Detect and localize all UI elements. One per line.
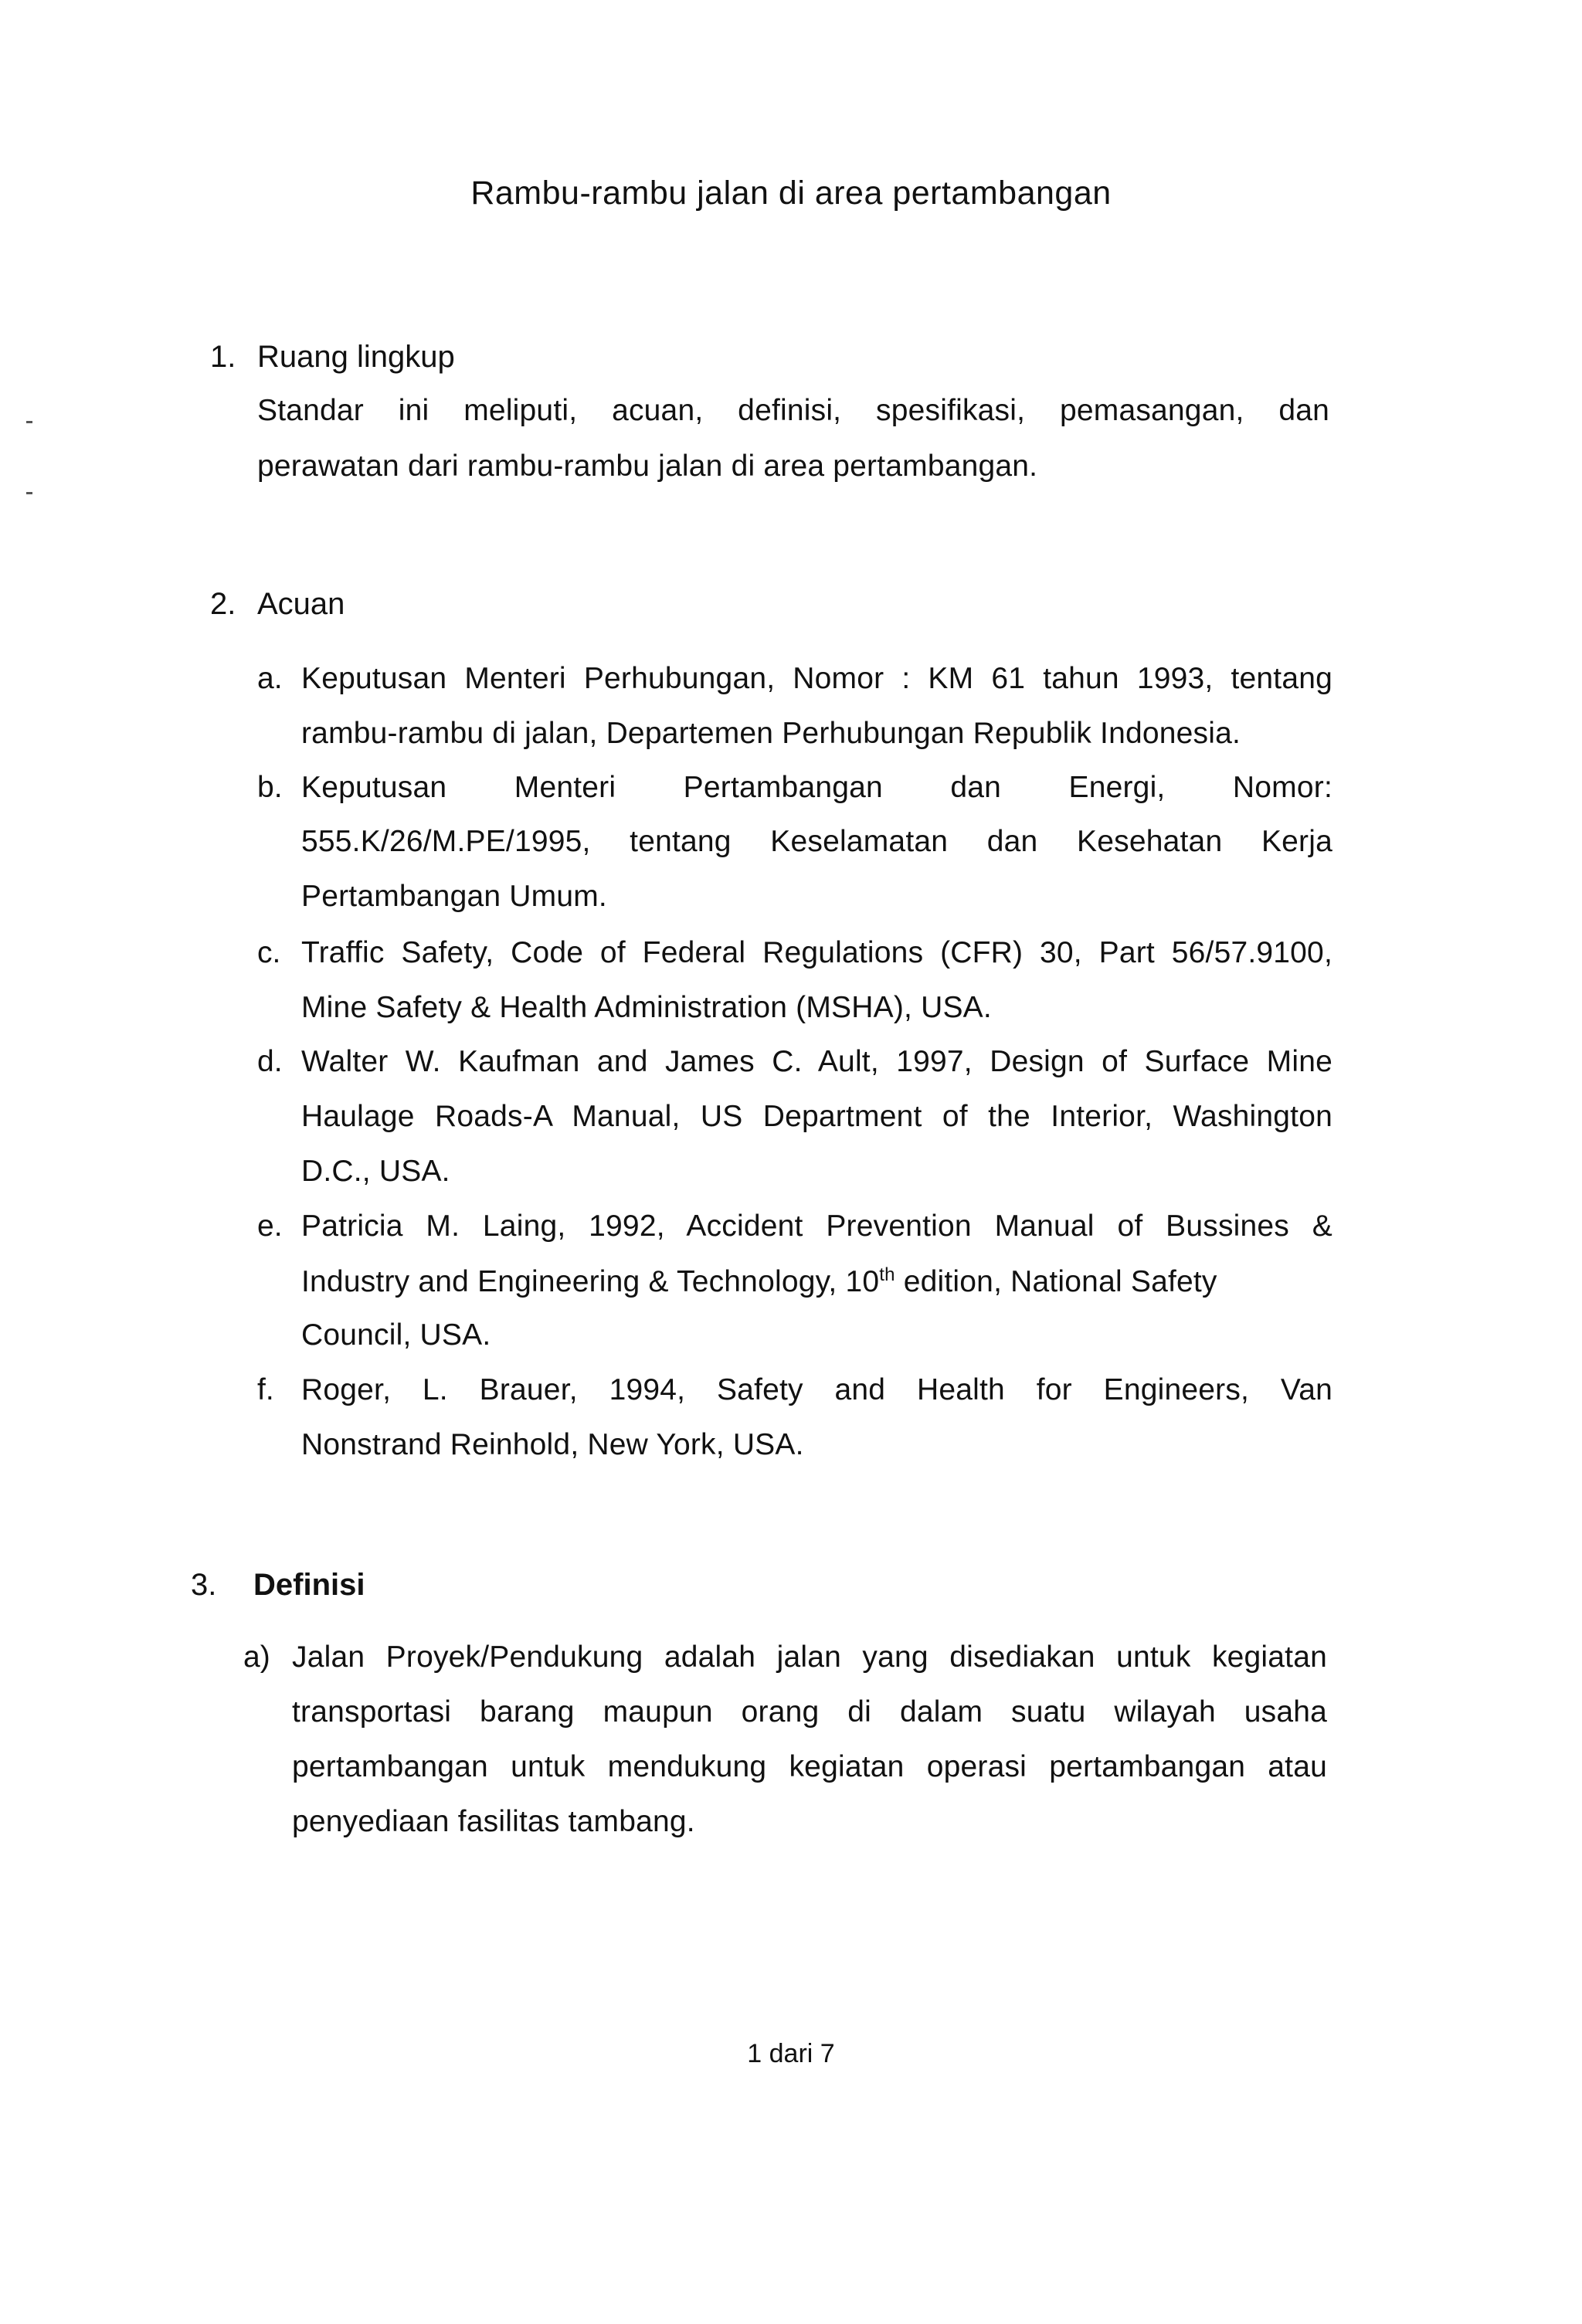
reference-letter: c. — [257, 936, 281, 969]
reference-line: Nonstrand Reinhold, New York, USA. — [301, 1428, 804, 1461]
definition-line: transportasi barang maupun orang di dalam suatu wilayah usaha — [292, 1695, 1327, 1729]
reference-letter: e. — [257, 1209, 283, 1243]
definition-letter: a) — [243, 1640, 270, 1674]
reference-line — [301, 1264, 1332, 1299]
reference-line: Keputusan Menteri Perhubungan, Nomor : KM 61 tahun 1993, tentang — [301, 662, 1332, 695]
reference-line-text: Industry and Engineering & Technology, 10 — [301, 1265, 880, 1298]
reference-line: Mine Safety & Health Administration (MSHA), USA. — [301, 991, 992, 1024]
section-heading: Acuan — [257, 587, 345, 621]
reference-line: Pertambangan Umum. — [301, 880, 607, 913]
page-number: 1 dari 7 — [747, 2039, 835, 2068]
reference-line: D.C., USA. — [301, 1155, 450, 1188]
reference-line: Patricia M. Laing, 1992, Accident Prevention Manual of Bussines & — [301, 1209, 1332, 1243]
page-title: Rambu-rambu jalan di area pertambangan — [470, 175, 1112, 212]
definition-line: pertambangan untuk mendukung kegiatan operasi pertambangan atau — [292, 1750, 1327, 1783]
body-line: Standar ini meliputi, acuan, definisi, spesifikasi, pemasangan, dan — [257, 394, 1329, 427]
reference-line: 555.K/26/M.PE/1995, tentang Keselamatan dan Kesehatan Kerja — [301, 825, 1332, 858]
superscript: th — [879, 1264, 895, 1285]
body-line: perawatan dari rambu-rambu jalan di area pertambangan. — [257, 450, 1038, 483]
scan-mark — [26, 421, 32, 423]
section-heading: Ruang lingkup — [257, 340, 455, 374]
reference-letter: d. — [257, 1045, 283, 1078]
reference-line: Council, USA. — [301, 1318, 491, 1352]
reference-letter: a. — [257, 662, 283, 695]
reference-line: Roger, L. Brauer, 1994, Safety and Health for Engineers, Van — [301, 1373, 1332, 1406]
reference-line: Traffic Safety, Code of Federal Regulations (CFR) 30, Part 56/57.9100, — [301, 936, 1332, 969]
section-heading: Definisi — [253, 1568, 365, 1602]
section-number: 2. — [210, 587, 236, 621]
definition-line: penyediaan fasilitas tambang. — [292, 1805, 695, 1838]
reference-line: rambu-rambu di jalan, Departemen Perhubungan Republik Indonesia. — [301, 717, 1241, 750]
reference-line-text: edition, National Safety — [895, 1265, 1217, 1298]
scan-mark — [26, 492, 32, 494]
definition-line: Jalan Proyek/Pendukung adalah jalan yang disediakan untuk kegiatan — [292, 1640, 1327, 1674]
section-number: 3. — [191, 1568, 217, 1602]
reference-letter: b. — [257, 771, 283, 804]
section-number: 1. — [210, 340, 236, 374]
reference-letter: f. — [257, 1373, 274, 1406]
reference-line: Keputusan Menteri Pertambangan dan Energi, Nomor: — [301, 771, 1332, 804]
reference-line: Haulage Roads-A Manual, US Department of the Interior, Washington — [301, 1100, 1332, 1133]
reference-line: Walter W. Kaufman and James C. Ault, 1997, Design of Surface Mine — [301, 1045, 1332, 1078]
